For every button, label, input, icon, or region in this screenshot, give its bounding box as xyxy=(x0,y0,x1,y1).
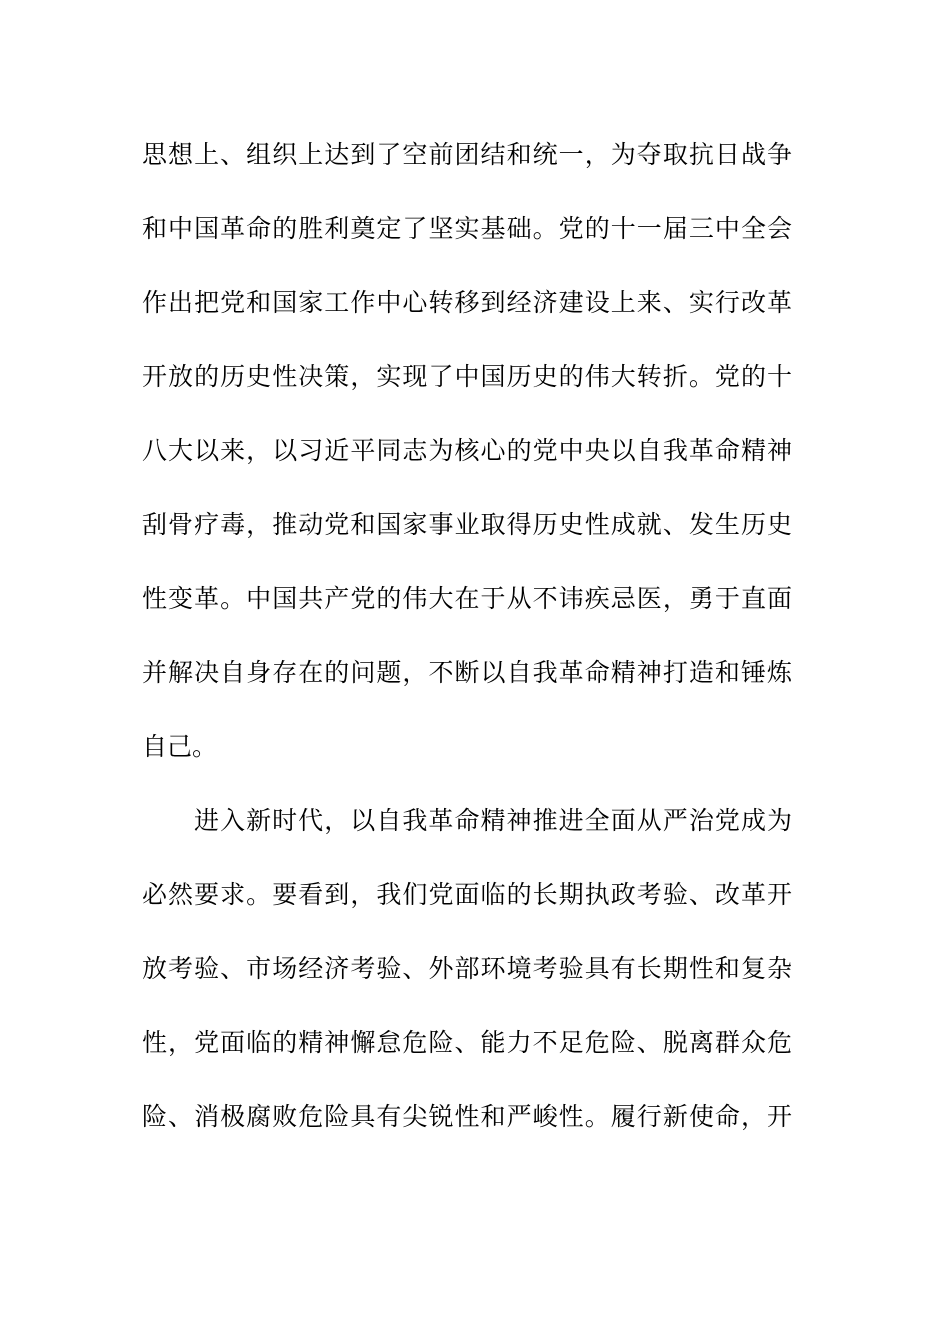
text-line: 和中国革命的胜利奠定了坚实基础。党的十一届三中全会 xyxy=(142,215,792,243)
text-line: 性变革。中国共产党的伟大在于从不讳疾忌医，勇于直面 xyxy=(142,585,792,613)
text-line: 并解决自身存在的问题，不断以自我革命精神打造和锤炼 xyxy=(142,659,792,687)
text-line: 作出把党和国家工作中心转移到经济建设上来、实行改革 xyxy=(142,289,792,317)
text-line: 放考验、市场经济考验、外部环境考验具有长期性和复杂 xyxy=(142,955,792,983)
text-line: 性，党面临的精神懈怠危险、能力不足危险、脱离群众危 xyxy=(142,1029,792,1057)
text-line: 思想上、组织上达到了空前团结和统一，为夺取抗日战争 xyxy=(142,141,792,169)
text-line: 进入新时代，以自我革命精神推进全面从严治党成为 xyxy=(194,807,792,835)
text-line: 必然要求。要看到，我们党面临的长期执政考验、改革开 xyxy=(142,881,792,909)
text-line: 险、消极腐败危险具有尖锐性和严峻性。履行新使命，开 xyxy=(142,1103,792,1131)
text-line: 自己。 xyxy=(142,733,218,761)
text-line: 刮骨疗毒，推动党和国家事业取得历史性成就、发生历史 xyxy=(142,511,792,539)
text-line: 开放的历史性决策，实现了中国历史的伟大转折。党的十 xyxy=(142,363,792,391)
page-text xyxy=(142,118,792,1154)
text-line: 八大以来，以习近平同志为核心的党中央以自我革命精神 xyxy=(142,437,792,465)
